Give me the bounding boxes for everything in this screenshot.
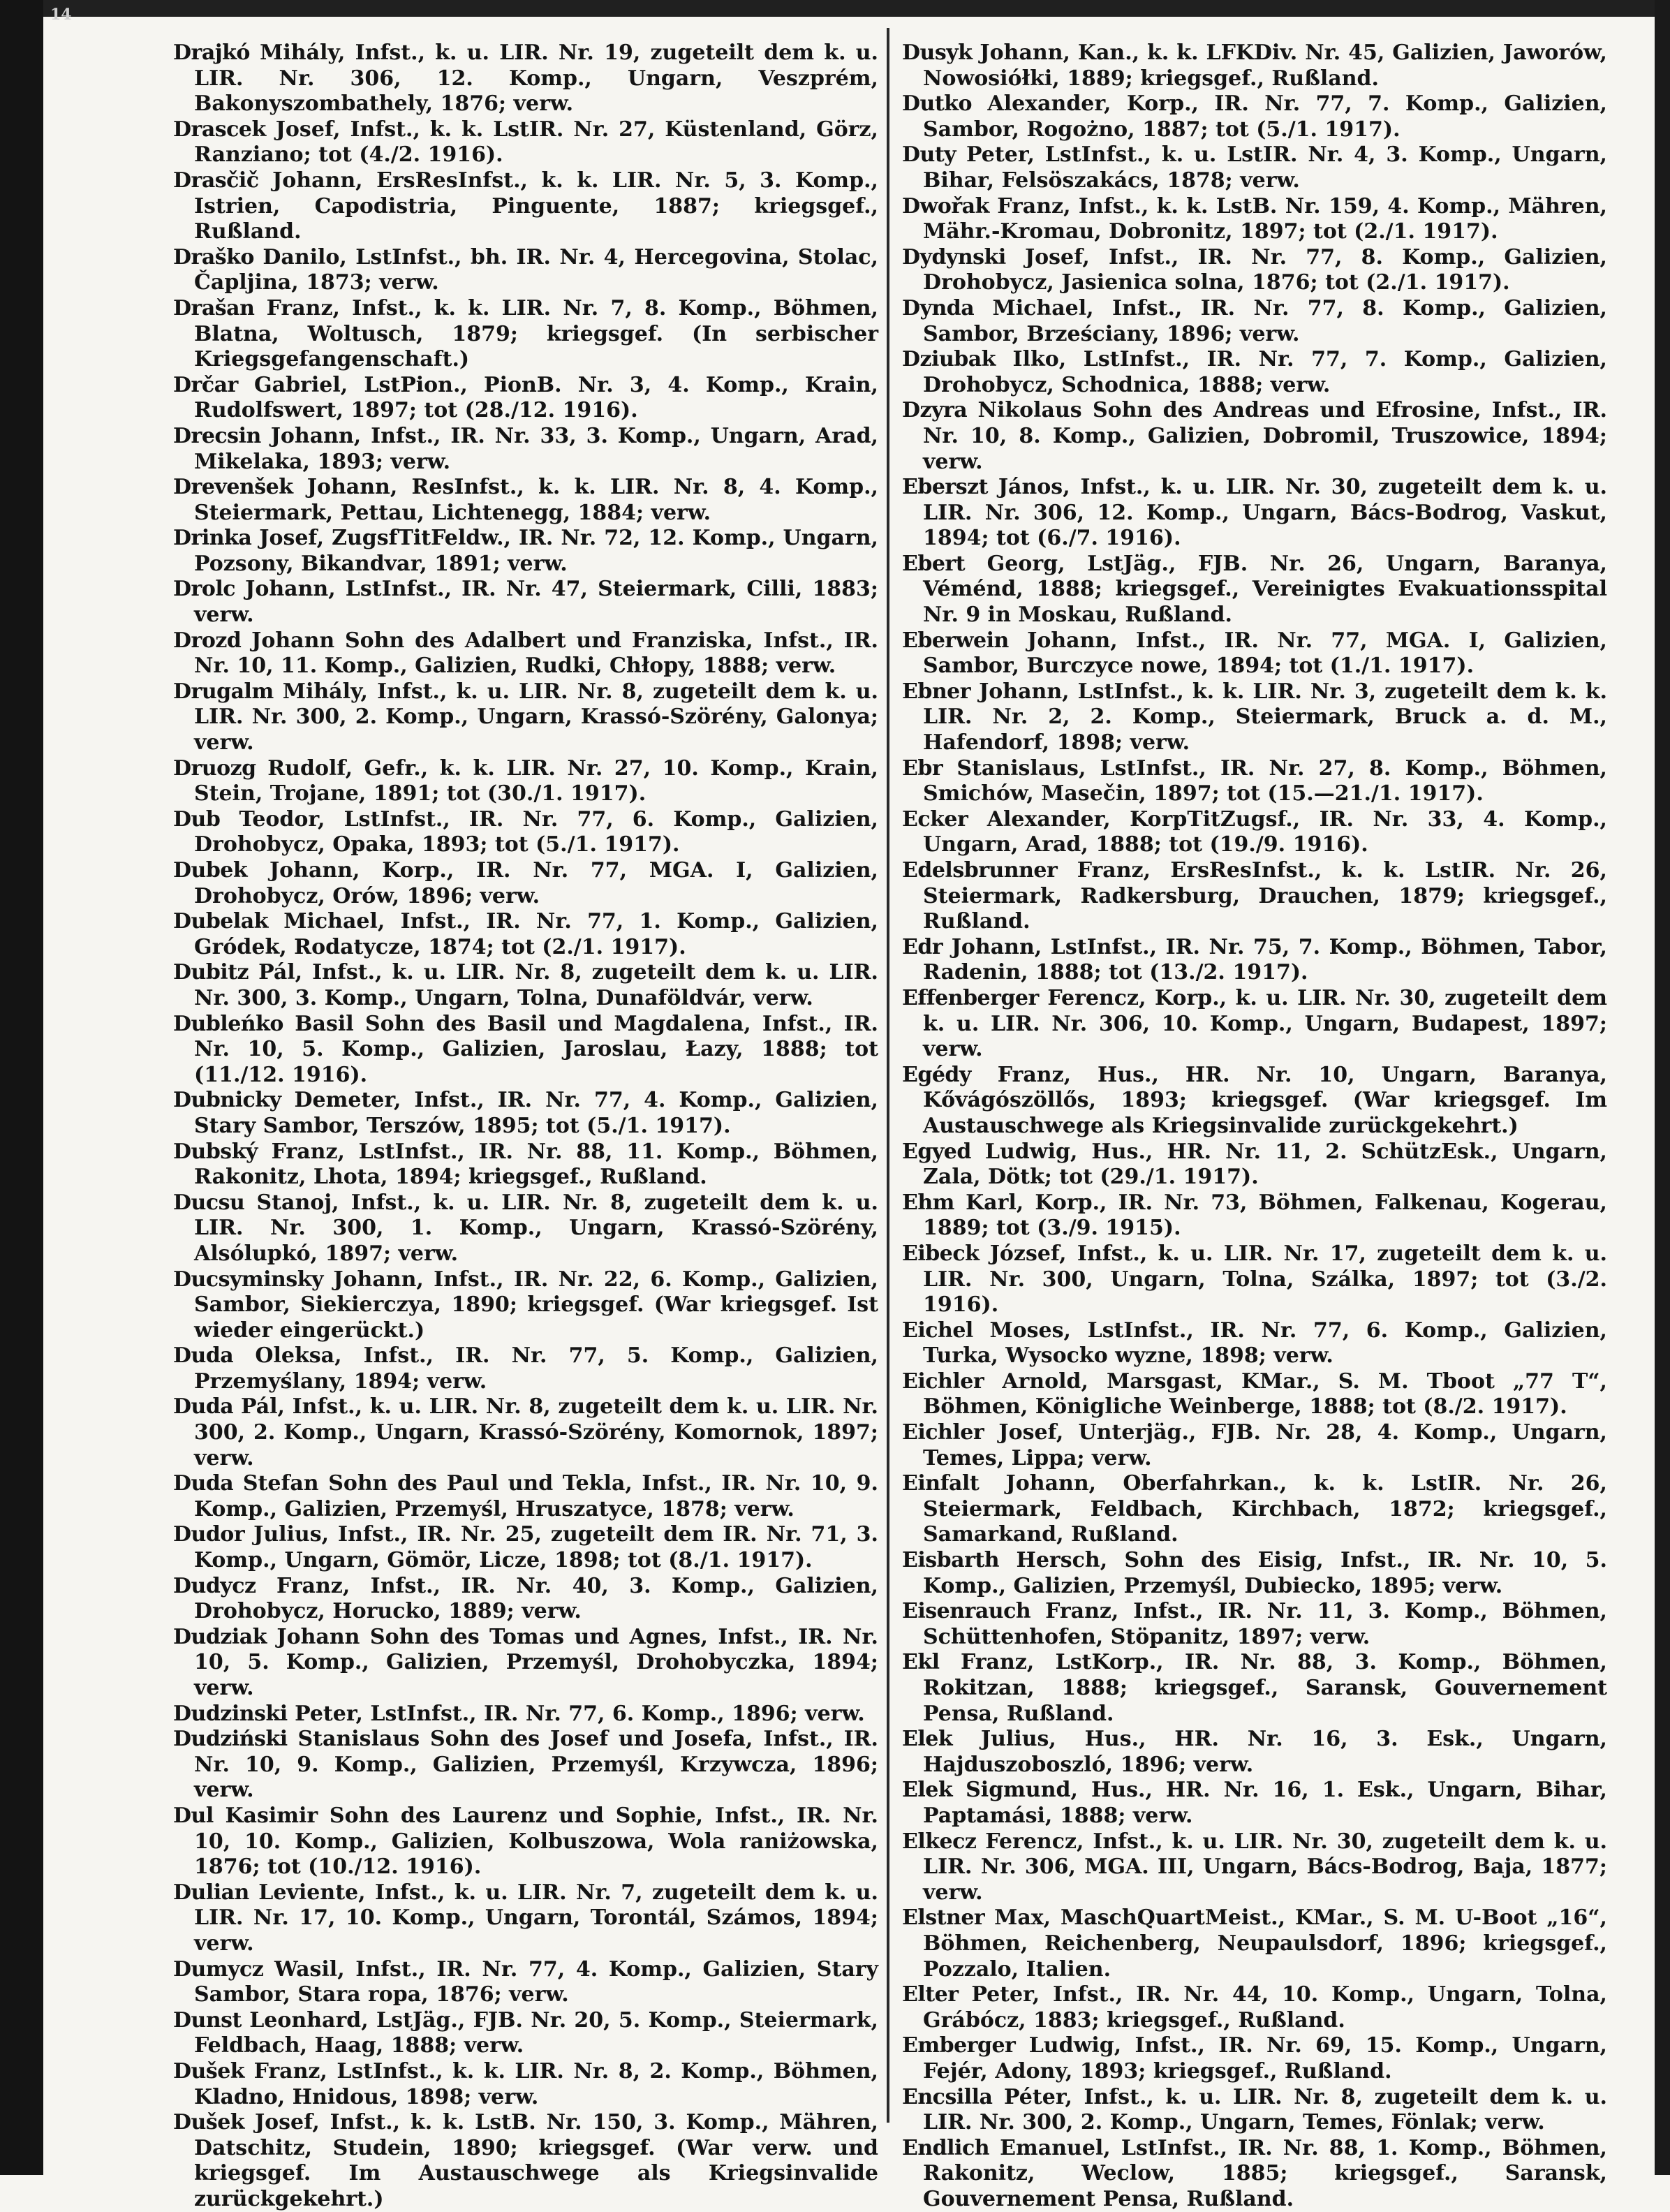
casualty-entry [902,628,1607,679]
casualty-entry [902,858,1607,935]
casualty-entry [173,679,878,756]
entry-details: Ferencz, Korp., k. u. LIR. Nr. 30, zugeteilt dem k. u. LIR. Nr. 306, 10. Komp., Ungarn, Budapest, 1897; verw. [923,985,1607,1062]
entry-surname: Eberszt [902,475,989,500]
entry-details: János, Infst., k. u. LIR. Nr. 30, zugeteilt dem k. u. LIR. Nr. 306, 12. Komp., Ungarn, Bács-Bodrog, Vaskut, 1894; tot (6./7. 1916). [923,475,1607,551]
casualty-entry [173,1625,878,1702]
entry-details: Kasimir Sohn des Laurenz und Sophie, Infst., IR. Nr. 10, 10. Komp., Galizien, Kolbuszowa, Wola raniżowska, 1876; tot (10./12. 1916). [194,1803,878,1880]
casualty-entry [902,935,1607,986]
entry-details: Hersch, Sohn des Eisig, Infst., IR. Nr. 10, 5. Komp., Galizien, Przemyśl, Dubiecko, 1895; verw. [923,1548,1607,1598]
casualty-entry [173,1957,878,2008]
entry-details: Arnold, Marsgast, KMar., S. M. Tboot „77 T“, Böhmen, Königliche Weinberge, 1888; tot (8./2. 1917). [923,1369,1607,1420]
entry-details: Michael, Infst., IR. Nr. 77, 1. Komp., Galizien, Gródek, Rodatycze, 1874; tot (2./1. 1917). [194,909,878,959]
entry-surname: Ekl [902,1650,940,1675]
entry-surname: Dušek [173,2058,245,2084]
casualty-entry [902,1190,1607,1241]
casualty-entry [902,2085,1607,2136]
casualty-entry [902,679,1607,756]
entry-surname: Egyed [902,1139,971,1164]
casualty-entry [902,2033,1607,2084]
entry-details: Franz, LstKorp., IR. Nr. 88, 3. Komp., Böhmen, Rokitzan, 1888; kriegsgef., Saransk, Gouvernement Pensa, Rußland. [923,1650,1607,1726]
casualty-entry [173,1267,878,1344]
entry-details: Gabriel, LstPion., PionB. Nr. 3, 4. Komp., Krain, Rudolfswert, 1897; tot (28./12. 1916). [194,372,878,423]
entry-details: Max, MaschQuartMeist., KMar., S. M. U-Boot „16“, Böhmen, Reichenberg, Neupaulsdorf, 1896; kriegsgef., Pozzalo, Italien. [923,1905,1607,1982]
casualty-entry [173,909,878,960]
scan-border-left [0,0,43,2175]
entry-surname: Dydynski [902,244,1006,270]
entry-surname: Dziubak [902,347,996,372]
entry-details: Mihály, Infst., k. u. LIR. Nr. 19, zugeteilt dem k. u. LIR. Nr. 306, 12. Komp., Ungarn, Veszprém, Bakonyszombathely, 1876; verw. [194,40,878,117]
casualty-entry [173,1702,878,1727]
casualty-entry [902,1982,1607,2033]
entry-surname: Egédy [902,1062,971,1087]
entry-details: Alexander, KorpTitZugsf., IR. Nr. 33, 4. Komp., Ungarn, Arad, 1888; tot (19./9. 1916). [923,806,1607,857]
casualty-entry [902,1063,1607,1140]
scan-border-top [0,0,1670,17]
casualty-entry [902,807,1607,858]
entry-details: Péter, Infst., k. u. LIR. Nr. 8, zugeteilt dem k. u. LIR. Nr. 300, 2. Komp., Ungarn, Temes, Fönlak; verw. [923,2084,1607,2135]
entry-details: Demeter, Infst., IR. Nr. 77, 4. Komp., Galizien, Stary Sambor, Terszów, 1895; tot (5./1. 1917). [194,1088,878,1138]
casualty-entry [902,296,1607,347]
entry-surname: Einfalt [902,1471,980,1496]
entry-surname: Drinka [173,526,252,551]
entry-surname: Duty [902,142,956,168]
casualty-entry [173,2110,878,2212]
entry-surname: Eisenrauch [902,1599,1031,1624]
entry-surname: Drašan [173,295,255,320]
entry-surname: Ebner [902,679,971,704]
casualty-entry [902,1905,1607,1982]
entry-surname: Elkecz [902,1829,977,1854]
casualty-entry [902,1318,1607,1369]
entry-surname: Dudzinski [173,1701,288,1726]
casualty-entry [173,1804,878,1880]
entry-details: Josef, ZugsfTitFeldw., IR. Nr. 72, 12. Komp., Ungarn, Pozsony, Bikandvar, 1891; verw. [194,526,878,576]
casualty-entry [173,858,878,909]
entry-details: Emanuel, LstInfst., IR. Nr. 88, 1. Komp., Böhmen, Rakonitz, Weclow, 1885; kriegsgef., Saransk, Gouvernement Pensa, Rußland. [923,2135,1607,2211]
entry-details: Ferencz, Infst., k. u. LIR. Nr. 30, zugeteilt dem k. u. LIR. Nr. 306, MGA. III, Ungarn, Bács-Bodrog, Baja, 1877; verw. [923,1829,1607,1905]
casualty-entry [173,296,878,373]
entry-surname: Dub [173,806,221,832]
page-number: 14 [50,6,72,24]
entry-surname: Dubleńko [173,1011,283,1036]
casualty-entry [173,245,878,296]
entry-details: Leonhard, LstJäg., FJB. Nr. 20, 5. Komp., Steiermark, Feldbach, Haag, 1888; verw. [194,2007,878,2058]
casualty-entry [902,475,1607,552]
entry-details: Franz, Hus., HR. Nr. 10, Ungarn, Baranya, Kővágószöllős, 1893; kriegsgef. (War kriegsgef. Im Austauschwege als Kriegsinvalide zurückgekehrt.) [923,1062,1608,1138]
entry-details: Stefan Sohn des Paul und Tekla, Infst., IR. Nr. 10, 9. Komp., Galizien, Przemyśl, Hruszatyce, 1878; verw. [194,1471,878,1521]
entry-details: Johann, Infst., IR. Nr. 33, 3. Komp., Ungarn, Arad, Mikelaka, 1893; verw. [194,423,878,474]
entry-surname: Duda [173,1343,234,1369]
casualty-entry [902,194,1607,245]
casualty-entry [173,526,878,577]
left-column [173,40,878,2212]
entry-details: Franz, LstInfst., IR. Nr. 88, 11. Komp., Böhmen, Rakonitz, Lhota, 1894; kriegsgef., Rußland. [194,1139,879,1190]
entry-surname: Dušek [173,2110,245,2135]
entry-surname: Drolc [173,577,235,602]
casualty-entry [902,91,1607,142]
entry-details: Ludwig, Hus., HR. Nr. 11, 2. SchützEsk., Ungarn, Zala, Dötk; tot (29./1. 1917). [923,1139,1607,1190]
entry-details: Franz, ErsResInfst., k. k. LstIR. Nr. 26, Steiermark, Radkersburg, Drauchen, 1879; kriegsgef., Rußland. [923,858,1607,934]
entry-details: Moses, LstInfst., IR. Nr. 77, 6. Komp., Galizien, Turka, Wysocko wyzne, 1898; verw. [923,1318,1607,1369]
entry-details: Pál, Infst., k. u. LIR. Nr. 8, zugeteilt dem k. u. LIR. Nr. 300, 3. Komp., Ungarn, Tolna, Dunaföldvár, verw. [194,960,878,1010]
entry-details: Josef, Infst., k. k. LstB. Nr. 150, 3. Komp., Mähren, Datschitz, Studein, 1890; kriegsgef. (War verw. und kriegsgef. Im Austauschwege als Kriegsinvalide zurückgekehrt.) [194,2110,878,2211]
entry-surname: Encsilla [902,2084,993,2109]
entry-surname: Dubitz [173,960,249,985]
entry-surname: Edr [902,934,943,959]
entry-surname: Eberwein [902,628,1009,653]
entry-details: Stanislaus, LstInfst., IR. Nr. 27, 8. Komp., Böhmen, Smichów, Masečin, 1897; tot (15.—21./1. 1917). [923,755,1607,806]
entry-surname: Dulian [173,1880,249,1905]
entry-surname: Eichel [902,1318,973,1343]
entry-details: Georg, LstJäg., FJB. Nr. 26, Ungarn, Baranya, Véménd, 1888; kriegsgef., Vereinigtes Evakuationsspital Nr. 9 in Moskau, Rußland. [923,551,1607,628]
column-divider [887,28,889,2123]
entry-surname: Elek [902,1727,953,1752]
casualty-entry [173,475,878,526]
entry-surname: Duda [173,1471,234,1496]
casualty-entry [902,1599,1607,1650]
entry-details: Johann, LstInfst., IR. Nr. 75, 7. Komp., Böhmen, Tabor, Radenin, 1888; tot (13./2. 1917). [923,934,1607,985]
entry-details: Johann, Korp., IR. Nr. 77, MGA. I, Galizien, Drohobycz, Orów, 1896; verw. [194,858,878,908]
entry-surname: Dudziak [173,1624,267,1649]
entry-details: Franz, Infst., k. k. LstB. Nr. 159, 4. Komp., Mähren, Mähr.-Kromau, Dobronitz, 1897; tot (2./1. 1917). [923,193,1607,244]
entry-surname: Drugalm [173,679,274,704]
entry-details: Wasil, Infst., IR. Nr. 77, 4. Komp., Galizien, Stary Sambor, Stara ropa, 1876; verw. [194,1956,878,2007]
entry-surname: Dubský [173,1139,258,1164]
entry-details: Johann, ResInfst., k. k. LIR. Nr. 8, 4. Komp., Steiermark, Pettau, Lichtenegg, 1884; verw. [194,475,878,525]
entry-surname: Drecsin [173,423,261,448]
entry-details: Rudolf, Gefr., k. k. LIR. Nr. 27, 10. Komp., Krain, Stein, Trojane, 1891; tot (30./1. 1917). [194,755,878,806]
casualty-entry [173,424,878,475]
casualty-entry [902,40,1607,91]
casualty-entry [173,1522,878,1573]
casualty-entry [173,1394,878,1471]
casualty-entry [902,1140,1607,1190]
entry-details: Stanoj, Infst., k. u. LIR. Nr. 8, zugeteilt dem k. u. LIR. Nr. 300, 1. Komp., Ungarn, Krassó-Szörény, Alsólupkó, 1897; verw. [194,1190,878,1266]
casualty-entry [902,1829,1607,1906]
entry-surname: Eibeck [902,1241,980,1266]
casualty-entry [173,1574,878,1625]
entry-details: Johann, Infst., IR. Nr. 22, 6. Komp., Galizien, Sambor, Siekierczya, 1890; kriegsgef. (War kriegsgef. Ist wieder eingerückt.) [194,1267,878,1343]
entry-details: Julius, Infst., IR. Nr. 25, zugeteilt dem IR. Nr. 71, 3. Komp., Ungarn, Gömör, Licze, 1898; tot (8./1. 1917). [194,1522,878,1573]
casualty-entry [902,552,1607,628]
entry-details: Johann, LstInfst., IR. Nr. 47, Steiermark, Cilli, 1883; verw. [194,577,878,628]
casualty-entry [902,986,1607,1063]
entry-surname: Dubelak [173,909,269,934]
casualty-entry [173,1088,878,1139]
entry-surname: Elstner [902,1905,985,1931]
entry-details: Peter, LstInfst., k. u. LstIR. Nr. 4, 3. Komp., Ungarn, Bihar, Felsöszakács, 1878; verw. [923,142,1607,193]
casualty-entry [173,168,878,245]
entry-details: Johann Sohn des Adalbert und Franziska, Infst., IR. Nr. 10, 11. Komp., Galizien, Rudki, Chłopy, 1888; verw. [194,628,878,679]
entry-surname: Effenberger [902,985,1039,1010]
entry-details: Johann Sohn des Tomas und Agnes, Infst., IR. Nr. 10, 5. Komp., Galizien, Przemyśl, Drohobyczka, 1894; verw. [194,1624,878,1700]
entry-surname: Dudziński [173,1727,288,1752]
entry-surname: Edelsbrunner [902,858,1058,883]
casualty-entry [902,245,1607,296]
casualty-entry [173,2008,878,2059]
entry-surname: Ebr [902,755,943,781]
entry-surname: Drčar [173,372,238,397]
casualty-entry [173,373,878,424]
casualty-entry [902,1548,1607,1599]
entry-details: Josef, Unterjäg., FJB. Nr. 28, 4. Komp., Ungarn, Temes, Lippa; verw. [923,1420,1607,1470]
entry-details: Ilko, LstInfst., IR. Nr. 77, 7. Komp., Galizien, Drohobycz, Schodnica, 1888; verw. [923,347,1607,397]
casualty-entry [173,577,878,628]
entry-details: Alexander, Korp., IR. Nr. 77, 7. Komp., Galizien, Sambor, Rogożno, 1887; tot (5./1. 1917). [923,91,1608,142]
entry-surname: Dzyra [902,398,968,423]
entry-surname: Dynda [902,295,975,320]
casualty-entry [173,807,878,858]
scan-border-right [1655,0,1670,2175]
entry-surname: Dul [173,1803,214,1828]
casualty-entry [173,1140,878,1190]
entry-surname: Ducsu [173,1190,245,1215]
casualty-entry [173,1012,878,1089]
entry-details: Pál, Infst., k. u. LIR. Nr. 8, zugeteilt dem k. u. LIR. Nr. 300, 2. Komp., Ungarn, Krassó-Szörény, Komornok, 1897; verw. [194,1394,878,1470]
entry-details: Oleksa, Infst., IR. Nr. 77, 5. Komp., Galizien, Przemyślany, 1894; verw. [194,1343,878,1394]
entry-surname: Endlich [902,2135,990,2160]
entry-surname: Drevenšek [173,475,293,500]
casualty-entry [902,1369,1607,1420]
casualty-entry [902,142,1607,193]
casualty-entry [902,398,1607,475]
casualty-entry [173,628,878,679]
entry-surname: Dumycz [173,1956,264,1982]
entry-details: Johann, LstInfst., k. k. LIR. Nr. 3, zugeteilt dem k. k. LIR. Nr. 2, 2. Komp., Steiermark, Bruck a. d. M., Hafendorf, 1898; verw. [923,679,1607,755]
casualty-entry [173,1471,878,1522]
casualty-entry [902,347,1607,398]
casualty-entry [902,1241,1607,1318]
entry-surname: Draško [173,244,254,270]
entry-surname: Dubnicky [173,1088,281,1113]
entry-surname: Druozg [173,755,256,781]
entry-surname: Drajkó [173,40,250,65]
right-column [902,40,1607,2212]
entry-details: Johann, Kan., k. k. LFKDiv. Nr. 45, Galizien, Jaworów, Nowosiółki, 1889; kriegsgef., Rußland. [923,40,1607,91]
entry-details: Michael, Infst., IR. Nr. 77, 8. Komp., Galizien, Sambor, Brześciany, 1896; verw. [923,295,1607,346]
entry-details: Danilo, LstInfst., bh. IR. Nr. 4, Hercegovina, Stolac, Čapljina, 1873; verw. [194,244,878,295]
entry-details: Franz, LstInfst., k. k. LIR. Nr. 8, 2. Komp., Böhmen, Kladno, Hnidous, 1898; verw. [194,2058,878,2109]
entry-surname: Dunst [173,2007,242,2033]
entry-surname: Dwořak [902,193,989,219]
entry-surname: Dudycz [173,1573,256,1598]
entry-details: Franz, Infst., IR. Nr. 40, 3. Komp., Galizien, Drohobycz, Horucko, 1889; verw. [194,1573,878,1624]
entry-details: Johann, ErsResInfst., k. k. LIR. Nr. 5, 3. Komp., Istrien, Capodistria, Pinguente, 1887; kriegsgef., Rußland. [194,168,878,244]
entry-surname: Dusyk [902,40,973,65]
entry-details: Johann, Oberfahrkan., k. k. LstIR. Nr. 26, Steiermark, Feldbach, Kirchbach, 1872; kriegsgef., Samarkand, Rußland. [923,1471,1607,1547]
entry-surname: Drasčič [173,168,259,193]
casualty-entry [902,1420,1607,1471]
entry-details: Franz, Infst., k. k. LIR. Nr. 7, 8. Komp., Böhmen, Blatna, Woltusch, 1879; kriegsgef. (In serbischer Kriegsgefangenschaft.) [194,295,878,372]
casualty-entry [902,2136,1607,2212]
entry-surname: Eichler [902,1369,984,1394]
entry-details: Johann, Infst., IR. Nr. 77, MGA. I, Galizien, Sambor, Burczyce nowe, 1894; tot (1./1. 1917). [923,628,1607,679]
casualty-entry [173,960,878,1011]
entry-surname: Dudor [173,1522,245,1547]
entry-surname: Ecker [902,806,968,832]
entry-surname: Emberger [902,2033,1016,2058]
entry-surname: Duda [173,1394,234,1420]
casualty-entry [173,1727,878,1804]
entry-details: Stanislaus Sohn des Josef und Josefa, Infst., IR. Nr. 10, 9. Komp., Galizien, Przemyśl, Krzywcza, 1896; verw. [194,1727,878,1803]
entry-surname: Dutko [902,91,972,117]
entry-surname: Elter [902,1982,959,2007]
casualty-entry [902,1778,1607,1829]
casualty-entry [173,2059,878,2110]
entry-details: Ludwig, Infst., IR. Nr. 69, 15. Komp., Ungarn, Fejér, Adony, 1893; kriegsgef., Rußland. [923,2033,1608,2084]
casualty-entry [173,1880,878,1957]
casualty-entry [173,117,878,168]
entry-details: Teodor, LstInfst., IR. Nr. 77, 6. Komp., Galizien, Drohobycz, Opaka, 1893; tot (5./1. 1917). [194,806,878,857]
entry-surname: Dubek [173,858,248,883]
casualty-entry [902,1650,1607,1727]
entry-details: Nikolaus Sohn des Andreas und Efrosine, Infst., IR. Nr. 10, 8. Komp., Galizien, Dobromil, Truszowice, 1894; verw. [923,398,1607,474]
entry-surname: Drozd [173,628,242,653]
entry-surname: Drascek [173,117,266,142]
entry-details: Leviente, Infst., k. u. LIR. Nr. 7, zugeteilt dem k. u. LIR. Nr. 17, 10. Komp., Ungarn, Torontál, Számos, 1894; verw. [194,1880,878,1956]
casualty-entry [902,756,1607,807]
entry-details: Peter, Infst., IR. Nr. 44, 10. Komp., Ungarn, Tolna, Grábócz, 1883; kriegsgef., Rußland. [923,1982,1607,2033]
entry-details: Karl, Korp., IR. Nr. 73, Böhmen, Falkenau, Kogerau, 1889; tot (3./9. 1915). [923,1190,1607,1241]
entry-surname: Elek [902,1778,953,1803]
entry-surname: Eichler [902,1420,984,1445]
casualty-entry [902,1471,1607,1548]
entry-surname: Eisbarth [902,1548,1000,1573]
entry-details: Basil Sohn des Basil und Magdalena, Infst., IR. Nr. 10, 5. Komp., Galizien, Jaroslau, Łazy, 1888; tot (11./12. 1916). [194,1011,878,1087]
entry-details: Mihály, Infst., k. u. LIR. Nr. 8, zugeteilt dem k. u. LIR. Nr. 300, 2. Komp., Ungarn, Krassó-Szörény, Galonya; verw. [194,679,878,755]
entry-surname: Ehm [902,1190,954,1215]
casualty-entry [173,40,878,117]
entry-surname: Ebert [902,551,966,576]
entry-surname: Ducsyminsky [173,1267,323,1292]
entry-details: Peter, LstInfst., IR. Nr. 77, 6. Komp., 1896; verw. [295,1701,865,1726]
casualty-entry [173,756,878,807]
entry-details: Josef, Infst., IR. Nr. 77, 8. Komp., Galizien, Drohobycz, Jasienica solna, 1876; tot (2./1. 1917). [923,244,1607,295]
entry-details: Franz, Infst., IR. Nr. 11, 3. Komp., Böhmen, Schüttenhofen, Stöpanitz, 1897; verw. [923,1599,1607,1649]
casualty-entry [902,1727,1607,1778]
casualty-entry [173,1190,878,1267]
entry-details: Sigmund, Hus., HR. Nr. 16, 1. Esk., Ungarn, Bihar, Paptamási, 1888; verw. [923,1778,1607,1828]
entry-details: József, Infst., k. u. LIR. Nr. 17, zugeteilt dem k. u. LIR. Nr. 300, Ungarn, Tolna, Szálka, 1897; tot (3./2. 1916). [923,1241,1607,1318]
casualty-entry [173,1343,878,1394]
entry-details: Julius, Hus., HR. Nr. 16, 3. Esk., Ungarn, Hajduszoboszló, 1896; verw. [923,1727,1607,1777]
entry-details: Josef, Infst., k. k. LstIR. Nr. 27, Küstenland, Görz, Ranziano; tot (4./2. 1916). [194,117,878,168]
